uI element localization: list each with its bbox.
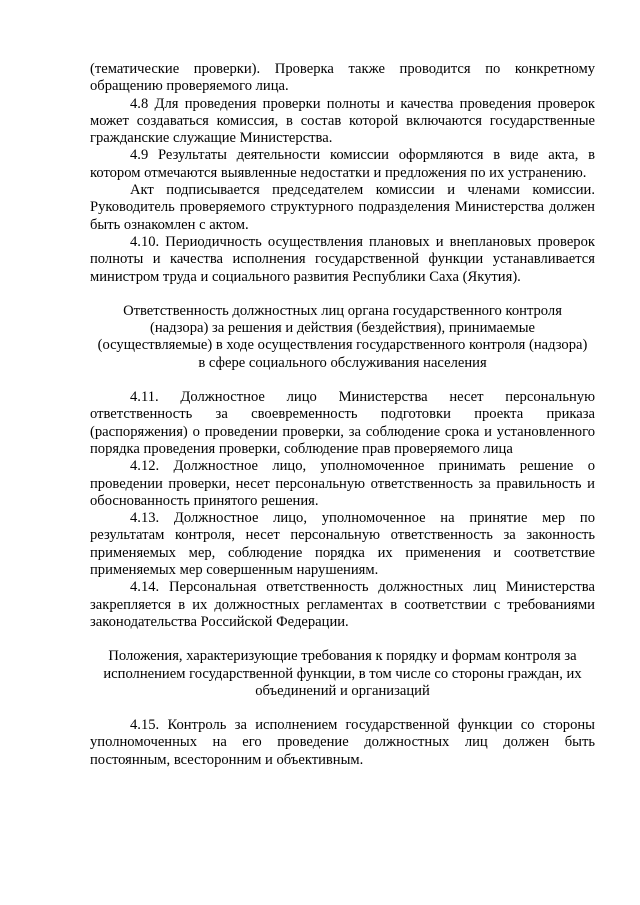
section-heading-responsibility: Ответственность должностных лиц органа государственного контроля (надзора) за решения и действия (бездействия), принимаемые (осуществляемые) в ходе осуществления государственного контроля (надзора) в сфере социального обслуживания населения bbox=[97, 302, 588, 371]
paragraph-4-11: 4.11. Должностное лицо Министерства несет персональную ответственность за своевременность подготовки проекта приказа (распоряжения) о проведении проверки, за соблюдение срока и установленного порядка проведения проверки, соблюдение прав проверяемого лица bbox=[90, 389, 595, 457]
document-page bbox=[90, 61, 595, 769]
paragraph-continuation: (тематические проверки). Проверка также проводится по конкретному обращению проверяемого лица. bbox=[90, 61, 595, 95]
paragraph-4-9: 4.9 Результаты деятельности комиссии оформляются в виде акта, в котором отмечаются выявленные недостатки и предложения по их устранению. bbox=[90, 147, 595, 181]
paragraph-4-12: 4.12. Должностное лицо, уполномоченное принимать решение о проведении проверки, несет персональную ответственность за правильность и обоснованность принятого решения. bbox=[90, 458, 595, 509]
paragraph-4-13: 4.13. Должностное лицо, уполномоченное на принятие мер по результатам контроля, несет персональную ответственность за законность применяемых мер, соблюдение порядка их применения и соответствие применяемых мер совершенным нарушениям. bbox=[90, 510, 595, 579]
paragraph-4-14: 4.14. Персональная ответственность должностных лиц Министерства закрепляется в их должностных регламентах в соответствии с требованиями законодательства Российской Федерации. bbox=[90, 579, 595, 630]
section-heading-control-forms: Положения, характеризующие требования к порядку и формам контроля за исполнением государственной функции, в том числе со стороны граждан, их объединений и организаций bbox=[103, 648, 582, 699]
paragraph-4-8: 4.8 Для проведения проверки полноты и качества проведения проверок может создаваться комиссия, в состав которой включаются государственные гражданские служащие Министерства. bbox=[90, 95, 595, 147]
paragraph-4-10: 4.10. Периодичность осуществления плановых и внеплановых проверок полноты и качества исполнения государственной функции устанавливается министром труда и социального развития Республики Саха (Якутия). bbox=[90, 233, 595, 285]
paragraph-act: Акт подписывается председателем комиссии и членами комиссии. Руководитель проверяемого структурного подразделения Министерства должен быть ознакомлен с актом. bbox=[90, 182, 595, 233]
paragraph-4-15: 4.15. Контроль за исполнением государственной функции со стороны уполномоченных на его проведение должностных лиц должен быть постоянным, всесторонним и объективным. bbox=[90, 717, 595, 768]
